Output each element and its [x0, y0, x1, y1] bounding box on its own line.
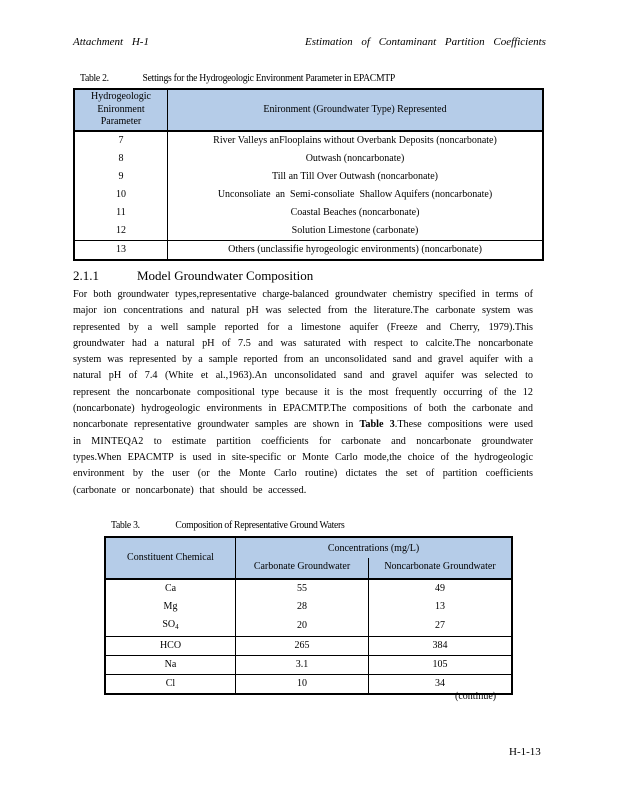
parameter-cell: 10	[74, 186, 168, 204]
environment-cell: Solution Limestone (carbonate)	[291, 224, 419, 236]
continue-note: (continue)	[455, 691, 497, 702]
environment-cell: Coastal Beaches (noncarbonate)	[290, 206, 420, 218]
paragraph-text-start: For both groundwater types,representative charge-balanced groundwater chemistry specified in terms of major ion concentrations and natural pH was selected from the literature.The carbonate system was represented by a well sample reported for a limestone aquifer (Freeze and Cherry, 1979).This groundwater had a natural pH of 7.5 and was saturated with respect to calcite.The noncarbonate system was represented by a sample reported from an unconsolidated sand and gravel aquifer with a natural pH of 7.4 (White et al.,1963).An unconsolidated sand and gravel aquifer was selected to represent the noncarbonate compositional type because it is the most frequently occurring of the 12 (noncarbonate) hydrogeologic environments in EPACMTP.The compositions of both the carbonate and noncarbonate representative groundwater samples are shown in	[73, 289, 533, 431]
table3-header-carbonate: Carbonate Groundwater	[236, 558, 369, 579]
parameter-cell: 8	[74, 150, 168, 168]
carbonate-value: 55	[236, 579, 369, 598]
chemical-cell: Cl	[105, 675, 236, 695]
environment-cell: Unconsoliate an Semi-consoliate Shallow Aquifers (noncarbonate)	[217, 188, 493, 200]
table2-header-parameter: Hydrogeologic Enironment Parameter	[74, 89, 168, 131]
table-row	[105, 616, 512, 637]
environment-cell: River Valleys anFlooplains without Overbank Deposits (noncarbonate)	[213, 134, 497, 146]
page-number: H-1-13	[509, 746, 541, 758]
running-header-left: Attachment H-1	[73, 36, 149, 48]
table3-header-noncarbonate: Noncarbonate Groundwater	[369, 558, 513, 579]
table-row	[74, 240, 543, 260]
noncarbonate-value: 27	[435, 620, 445, 631]
chemical-cell: Ca	[105, 579, 236, 598]
parameter-cell: 9	[74, 168, 168, 186]
chemical-cell: Mg	[105, 598, 236, 616]
section-number: 2.1.1	[73, 268, 99, 283]
table-row	[105, 598, 512, 616]
table2-caption-number: Table 2.	[80, 73, 109, 84]
table3-caption-number: Table 3.	[111, 520, 140, 531]
section-heading	[73, 268, 313, 284]
table-row	[105, 579, 512, 598]
subscript: 4	[175, 623, 179, 631]
table3-caption-title: Composition of Representative Ground Waters	[175, 520, 345, 531]
table2-header-environment: Enironment (Groundwater Type) Represented	[168, 89, 544, 131]
parameter-cell: 7	[74, 131, 168, 150]
groundwater-composition-table	[104, 536, 513, 695]
carbonate-value: 20	[236, 616, 369, 637]
body-paragraph	[73, 287, 533, 499]
table-row	[105, 675, 512, 695]
environment-cell: Till an Till Over Outwash (noncarbonate)	[271, 170, 438, 182]
running-header-right: Estimation of Contaminant Partition Coefficients	[305, 36, 546, 48]
paragraph-text-end: .These compositions were used in MINTEQA2 to estimate partition coefficients for carbonate and noncarbonate groundwater types.When EPACMTP is used in site-specific or Monte Carlo mode,the choice of the hydrogeologic environment by the user (or the Monte Carlo routine) dictates the set of partition coefficients (carbonate or noncarbonate) that should be accessed.	[73, 419, 533, 496]
chemical-cell: Na	[105, 656, 236, 675]
table3-header-constituent: Constituent Chemical	[105, 537, 236, 579]
table-row	[74, 131, 543, 150]
table-row	[105, 637, 512, 656]
parameter-cell: 13	[74, 240, 168, 260]
noncarbonate-value: 105	[369, 656, 513, 675]
chemical-cell: HCO	[105, 637, 236, 656]
table-row	[105, 656, 512, 675]
table2-header-row	[74, 89, 543, 131]
carbonate-value: 265	[236, 637, 369, 656]
noncarbonate-value: 34	[369, 675, 513, 695]
parameter-cell: 11	[74, 204, 168, 222]
noncarbonate-value: 384	[369, 637, 513, 656]
carbonate-value: 10	[236, 675, 369, 695]
table3-caption	[111, 520, 344, 531]
noncarbonate-value: 49	[435, 583, 445, 594]
environment-cell: Outwash (noncarbonate)	[305, 152, 405, 164]
carbonate-value: 28	[236, 598, 369, 616]
table3-header-concentrations: Concentrations (mg/L)	[236, 537, 513, 558]
table-row	[74, 168, 543, 186]
chemical-cell: $SO_4$	[105, 616, 236, 637]
table-row	[74, 150, 543, 168]
table-row	[74, 186, 543, 204]
table2-caption	[80, 73, 395, 84]
table-row	[74, 222, 543, 241]
hydrogeologic-environment-table	[73, 88, 544, 261]
table-row	[74, 204, 543, 222]
environment-cell: Others (unclassifie hyrogeologic environments) (noncarbonate)	[168, 240, 544, 260]
table3-reference: Table 3	[359, 419, 395, 431]
carbonate-value: 3.1	[236, 656, 369, 675]
parameter-cell: 12	[74, 222, 168, 241]
noncarbonate-value: 13	[435, 601, 445, 612]
section-title: Model Groundwater Composition	[137, 268, 314, 283]
table3-header-row-1	[105, 537, 512, 558]
table2-caption-title: Settings for the Hydrogeologic Environment Parameter in EPACMTP	[142, 73, 395, 84]
